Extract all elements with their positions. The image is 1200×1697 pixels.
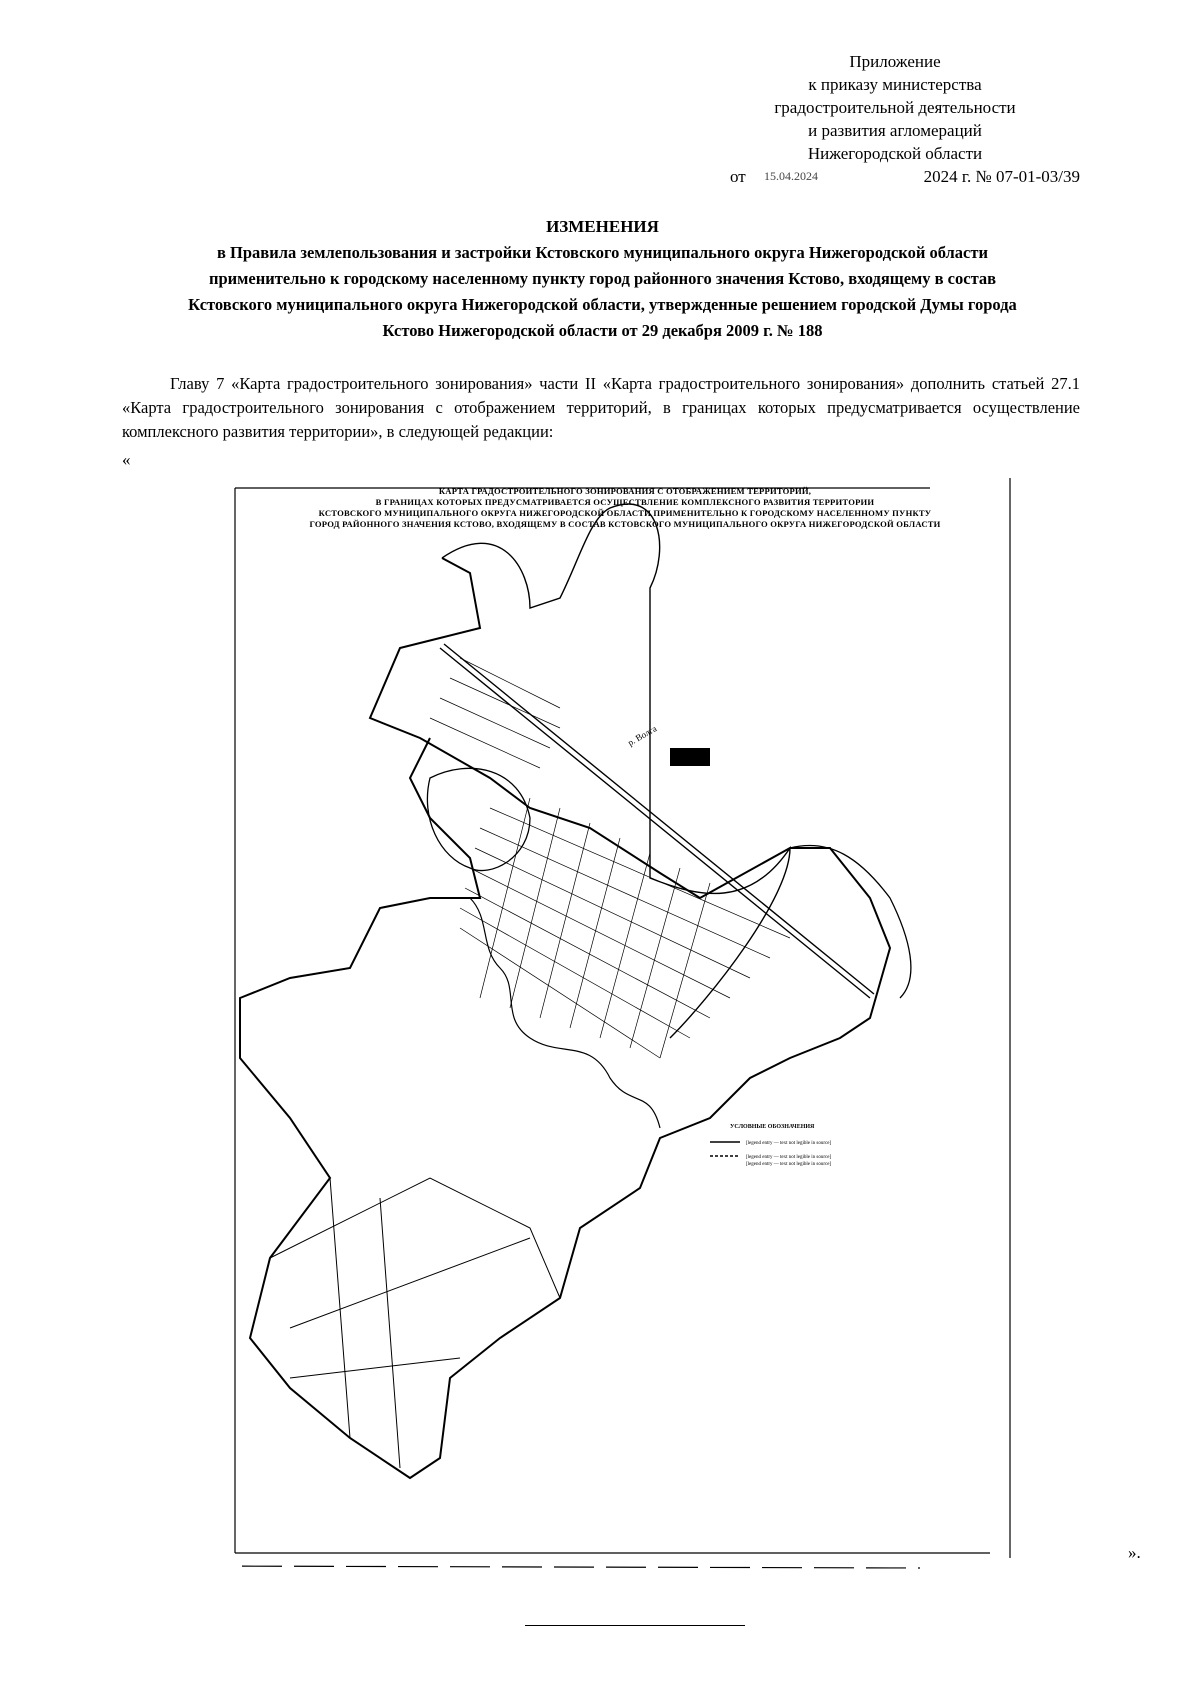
map-title-line: КСТОВСКОГО МУНИЦИПАЛЬНОГО ОКРУГА НИЖЕГОРОДСКОЙ ОБЛАСТИ ПРИМЕНИТЕЛЬНО К ГОРОДСКОМУ НАСЕЛЕННОМУ ПУНКТУ [318, 508, 932, 518]
map-title-line: КАРТА ГРАДОСТРОИТЕЛЬНОГО ЗОНИРОВАНИЯ С ОТОБРАЖЕНИЕМ ТЕРРИТОРИЙ, [438, 486, 812, 496]
map-legend [710, 1124, 831, 1167]
title-heading: ИЗМЕНЕНИЯ [546, 217, 659, 236]
river-outline [442, 504, 790, 1038]
zoning-map [230, 478, 1020, 1578]
appendix-line: градостроительной деятельности [774, 98, 1016, 117]
appendix-line: и развития агломераций [808, 121, 982, 140]
river-label: р. Волга [626, 723, 659, 748]
title-line: применительно к городскому населенному пункту город районного значения Кстово, входящему в состав [208, 269, 997, 288]
railway-line [440, 644, 874, 998]
open-quote: « [122, 450, 131, 469]
map-drawing [230, 478, 1020, 1578]
appendix-line: Приложение [849, 52, 941, 71]
southern-plots [270, 1178, 560, 1468]
title-line: Кстовского муниципального округа Нижегородской области, утвержденные решением городской Думы города [188, 295, 1017, 314]
urban-area [430, 658, 790, 1058]
filled-block [670, 748, 710, 766]
date-prefix: от [730, 167, 746, 186]
body-paragraph: Главу 7 «Карта градостроительного зонирования» части II «Карта градостроительного зонирования» дополнить статьей 27.1 «Карта градостроительного зонирования с отображением территорий, в границах которых предусматривается осуществление комплексного развития территории», в следующей редакции: [122, 374, 1080, 441]
close-quote: ». [1128, 1543, 1141, 1562]
signature-line [525, 1625, 745, 1626]
territory-outline [240, 558, 890, 1478]
document-title [120, 214, 1085, 344]
stream-line [470, 898, 660, 1128]
date-value: 15.04.2024 [764, 169, 818, 183]
order-number: 2024 г. № 07-01-03/39 [923, 167, 1080, 186]
order-date-line [730, 165, 1080, 188]
lake-outline [427, 768, 530, 870]
legend-item: [legend entry — text not legible in source] [746, 1155, 832, 1160]
legend-item: [legend entry — text not legible in source] [746, 1162, 832, 1167]
legend-title: УСЛОВНЫЕ ОБОЗНАЧЕНИЯ [730, 1124, 815, 1130]
map-title-line: ГОРОД РАЙОННОГО ЗНАЧЕНИЯ КСТОВО, ВХОДЯЩЕМУ В СОСТАВ КСТОВСКОГО МУНИЦИПАЛЬНОГО ОКРУГА НИЖЕГОРОДСКОЙ ОБЛАСТИ [309, 519, 941, 529]
title-line: в Правила землепользования и застройки Кстовского муниципального округа Нижегородской области [216, 243, 988, 262]
legend-item: [legend entry — text not legible in source] [746, 1141, 832, 1146]
appendix-line: Нижегородской области [807, 144, 983, 163]
map-title-line: В ГРАНИЦАХ КОТОРЫХ ПРЕДУСМАТРИВАЕТСЯ ОСУЩЕСТВЛЕНИЕ КОМПЛЕКСНОГО РАЗВИТИЯ ТЕРРИТОРИИ [375, 497, 875, 507]
appendix-line: к приказу министерства [808, 75, 982, 94]
appendix-block [730, 50, 1080, 188]
title-line: Кстово Нижегородской области от 29 декабря 2009 г. № 188 [382, 321, 823, 340]
